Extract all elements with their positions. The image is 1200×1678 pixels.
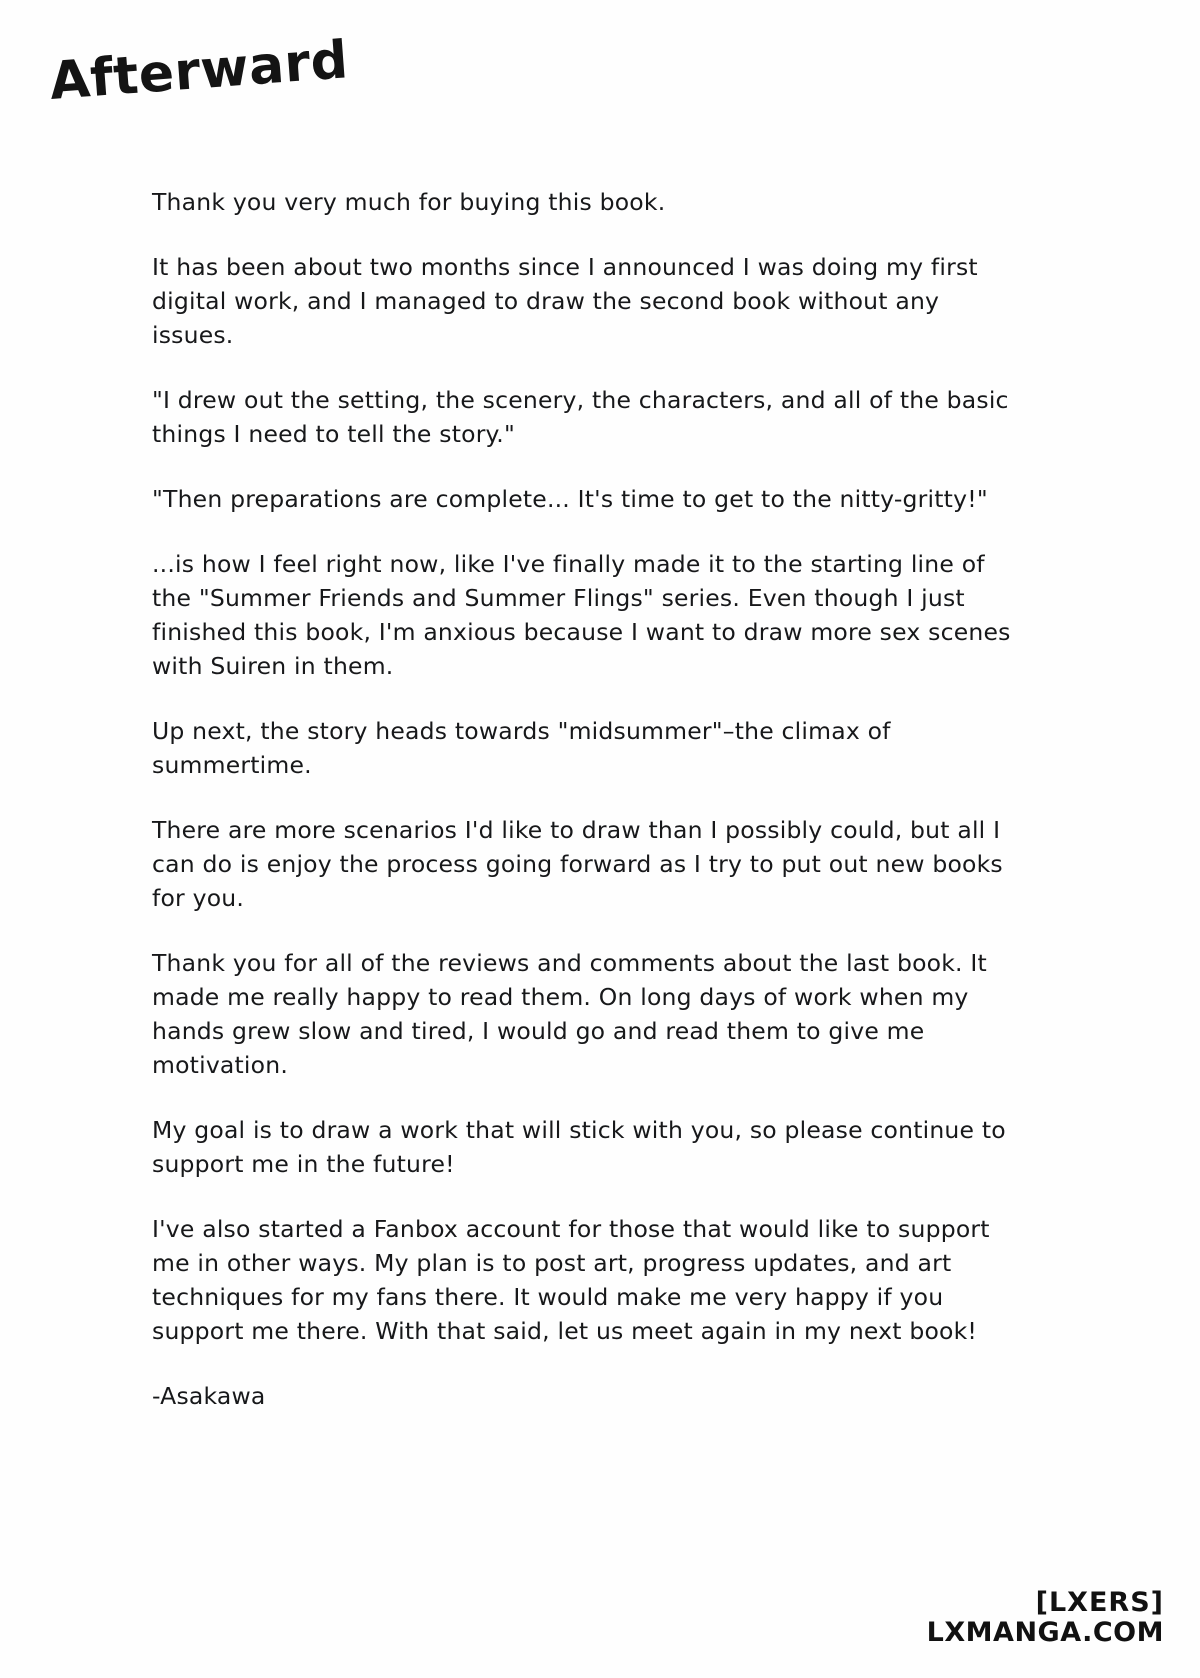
paragraph: There are more scenarios I'd like to draw than I possibly could, but all I can do is enjoy the process going forward as I try to put out new books for you. (152, 816, 1003, 912)
paragraph: "I drew out the setting, the scenery, the characters, and all of the basic things I need to tell the story." (152, 386, 1009, 448)
paragraph: It has been about two months since I announced I was doing my first digital work, and I managed to draw the second book without any issues. (152, 253, 978, 349)
paragraph: I've also started a Fanbox account for those that would like to support me in other ways. My plan is to post art, progress updates, and art techniques for my fans there. It would make me very happy if you support me there. With that said, let us meet again in my next book! (152, 1215, 990, 1345)
paragraph: Up next, the story heads towards "midsummer"–the climax of summertime. (152, 717, 891, 779)
afterword-body (152, 185, 1012, 1413)
watermark (927, 1588, 1164, 1648)
paragraph: ...is how I feel right now, like I've finally made it to the starting line of the "Summer Friends and Summer Flings" series. Even though I just finished this book, I'm anxious because I want to draw more sex scenes with Suiren in them. (152, 550, 1011, 680)
page-title: Afterward (47, 30, 351, 113)
author-signature: -Asakawa (152, 1382, 266, 1410)
watermark-group-tag: [LXERS] (1035, 1586, 1164, 1618)
paragraph: "Then preparations are complete... It's time to get to the nitty-gritty!" (152, 485, 988, 513)
paragraph: Thank you for all of the reviews and comments about the last book. It made me really happy to read them. On long days of work when my hands grew slow and tired, I would go and read them to give me motivation. (152, 949, 987, 1079)
watermark-site: LXMANGA.COM (926, 1616, 1164, 1648)
paragraph: Thank you very much for buying this book. (152, 188, 666, 216)
paragraph: My goal is to draw a work that will stick with you, so please continue to support me in the future! (152, 1116, 1006, 1178)
